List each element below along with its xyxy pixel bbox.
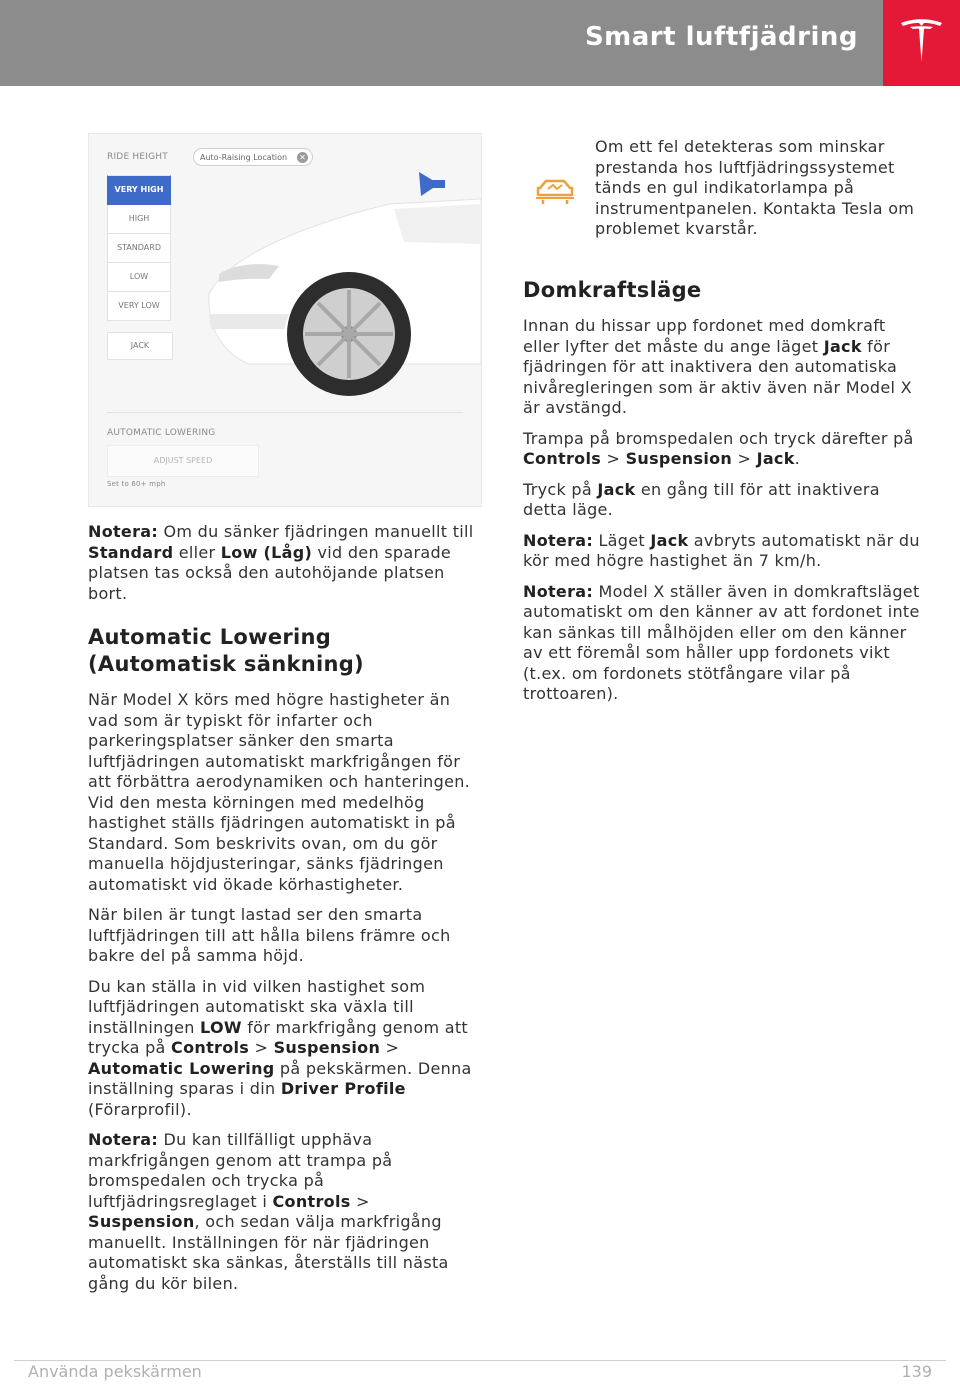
left-column [88,522,480,1304]
warning-text: Om ett fel detekteras som minskar prestanda hos luftfjädringssystemet tänds en gul indikatorlampa på instrumentpanelen. Kontakta Tesla om problemet kvarstår. [595,137,915,238]
ride-height-option-high: HIGH [107,205,171,234]
suspension-warning-icon [534,176,576,206]
car-illustration [189,164,481,399]
note-paragraph: Notera: Model X ställer även in domkraftsläget automatiskt om den känner av att fordonet inte kan sänkas till målhöjden eller om den känner av ett föremål som håller upp fordonets vikt (t.ex. om fordonets stötfångare vilar på trottoaren). [523,581,920,703]
brand-logo [883,0,960,86]
right-column [523,277,923,715]
figure-divider [107,412,463,413]
footer-divider [14,1360,946,1361]
ride-height-option-very-low: VERY LOW [107,292,171,321]
page-header [0,0,960,86]
section-heading-automatic-lowering: Automatic Lowering (Automatisk sänkning) [88,625,364,676]
note-paragraph: Notera: Du kan tillfälligt upphäva markfrigången genom att trampa på bromspedalen och trycka på luftfjädringsreglaget i Controls > Suspension, och sedan välja markfrigång manuellt. Inställningen för när fjädringen automatiskt ska sänkas, återställs till nästa gång du kör bilen. [88,1130,449,1293]
body-paragraph: När bilen är tungt lastad ser den smarta luftfjädringen till att hålla bilens främre och bakre del på samma höjd. [88,905,451,965]
close-icon: ✕ [297,152,308,163]
ride-height-label: RIDE HEIGHT [107,152,168,162]
footer-section: Använda pekskärmen [28,1362,202,1381]
ride-height-option-standard: STANDARD [107,234,171,263]
jack-option: JACK [107,332,173,360]
body-paragraph: Du kan ställa in vid vilken hastighet som luftfjädringen automatiskt ska växla till inställningen LOW för markfrigång genom att trycka på Controls > Suspension > Automatic Lowering på pekskärmen. Denna inställning sparas i din Driver Profile (Förarprofil). [88,976,472,1119]
ride-height-figure [88,133,482,507]
auto-raising-location-label: Auto-Raising Location [200,153,288,162]
note-paragraph: Notera: Om du sänker fjädringen manuellt till Standard eller Low (Låg) vid den sparade platsen tas också den autohöjande platsen bort. [88,522,474,603]
page-number: 139 [901,1362,932,1381]
page-title: Smart luftfjädring [584,22,858,52]
body-paragraph: Tryck på Jack en gång till för att inaktivera detta läge. [523,479,880,519]
speed-note: Set to 60+ mph [107,480,166,488]
body-paragraph: Trampa på bromspedalen och tryck därefter på Controls > Suspension > Jack. [523,428,914,468]
note-paragraph: Notera: Läget Jack avbryts automatiskt när du kör med högre hastighet än 7 km/h. [523,530,920,570]
ride-height-option-very-high: VERY HIGH [107,175,171,205]
body-paragraph: Innan du hissar upp fordonet med domkraft eller lyfter det måste du ange läget Jack för fjädringen för att inaktivera den automatiska nivåregleringen som är aktiv även när Model X är avstängd. [523,316,912,417]
tesla-logo-icon [899,17,944,69]
ride-height-option-low: LOW [107,263,171,292]
body-paragraph: När Model X körs med högre hastigheter än vad som är typiskt för infarter och parkeringsplatser sänker den smarta luftfjädringen automatiskt markfrigången för att förbättra aerodynamiken och hanteringen. Vid den mesta körningen med medelhög hastighet ställs fjädringen automatiskt in på Standard. Som beskrivits ovan, om du gör manuella höjdjusteringar, sänks fjädringen automatiskt vid ökade körhastigheter. [88,690,471,894]
section-heading-jack-mode: Domkraftsläge [523,278,702,302]
automatic-lowering-label: AUTOMATIC LOWERING [107,428,216,438]
adjust-speed-button: ADJUST SPEED [107,445,259,477]
ride-height-options [107,175,171,321]
